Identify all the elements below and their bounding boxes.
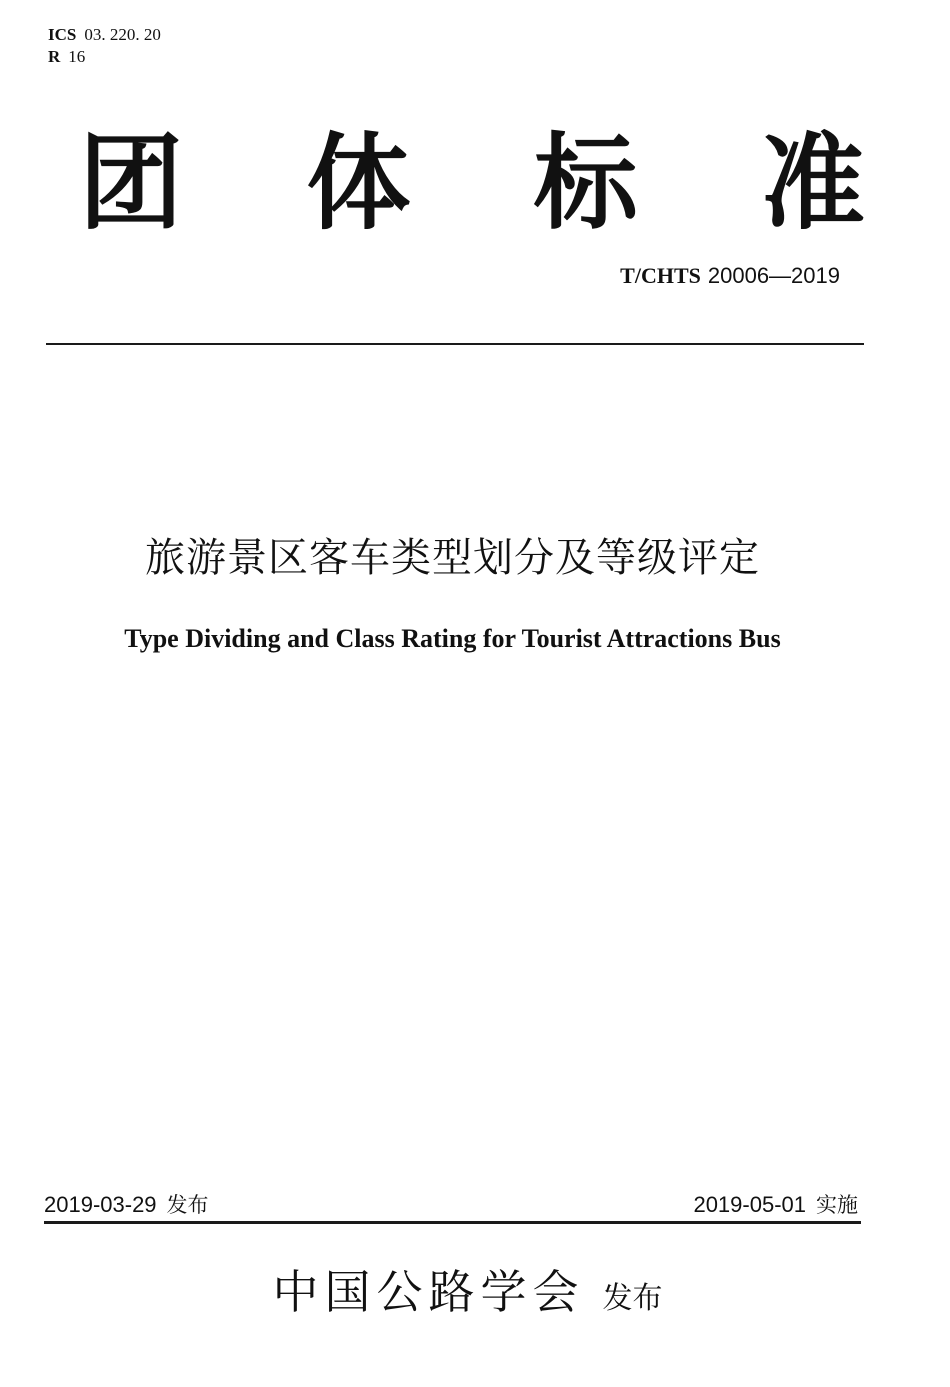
standard-number xyxy=(620,262,840,291)
issue-label: 发布 xyxy=(166,1193,209,1217)
ics-label: ICS xyxy=(48,25,77,44)
publisher-block xyxy=(0,1262,935,1329)
standard-type-char: 准 xyxy=(760,122,865,244)
effective-date-block xyxy=(693,1190,858,1221)
standard-type-heading xyxy=(72,122,872,244)
issue-date: 2019-03-29 xyxy=(44,1192,157,1217)
effective-label: 实施 xyxy=(816,1193,858,1217)
ccs-line xyxy=(48,46,161,68)
chinese-title: 旅游景区客车类型划分及等级评定 xyxy=(145,535,760,581)
effective-date: 2019-05-01 xyxy=(693,1192,806,1217)
classification-codes xyxy=(48,24,161,68)
standard-number-code: 20006—2019 xyxy=(707,263,840,288)
english-title: Type Dividing and Class Rating for Tourist Attractions Bus xyxy=(124,624,781,653)
standard-type-char: 团 xyxy=(78,122,183,244)
standard-number-prefix: T/CHTS xyxy=(620,263,701,288)
issue-date-block xyxy=(44,1190,209,1221)
standard-type-char: 标 xyxy=(533,122,638,244)
top-divider xyxy=(46,343,864,345)
publisher-action: 发布 xyxy=(602,1281,663,1316)
ics-line xyxy=(48,24,161,46)
ics-code: 03. 220. 20 xyxy=(84,25,161,44)
ccs-label: R xyxy=(48,47,61,66)
publisher-organization: 中国公路学会 xyxy=(272,1265,585,1319)
bottom-divider xyxy=(44,1221,861,1224)
standard-type-char: 体 xyxy=(306,122,411,244)
ccs-code: 16 xyxy=(68,47,86,66)
